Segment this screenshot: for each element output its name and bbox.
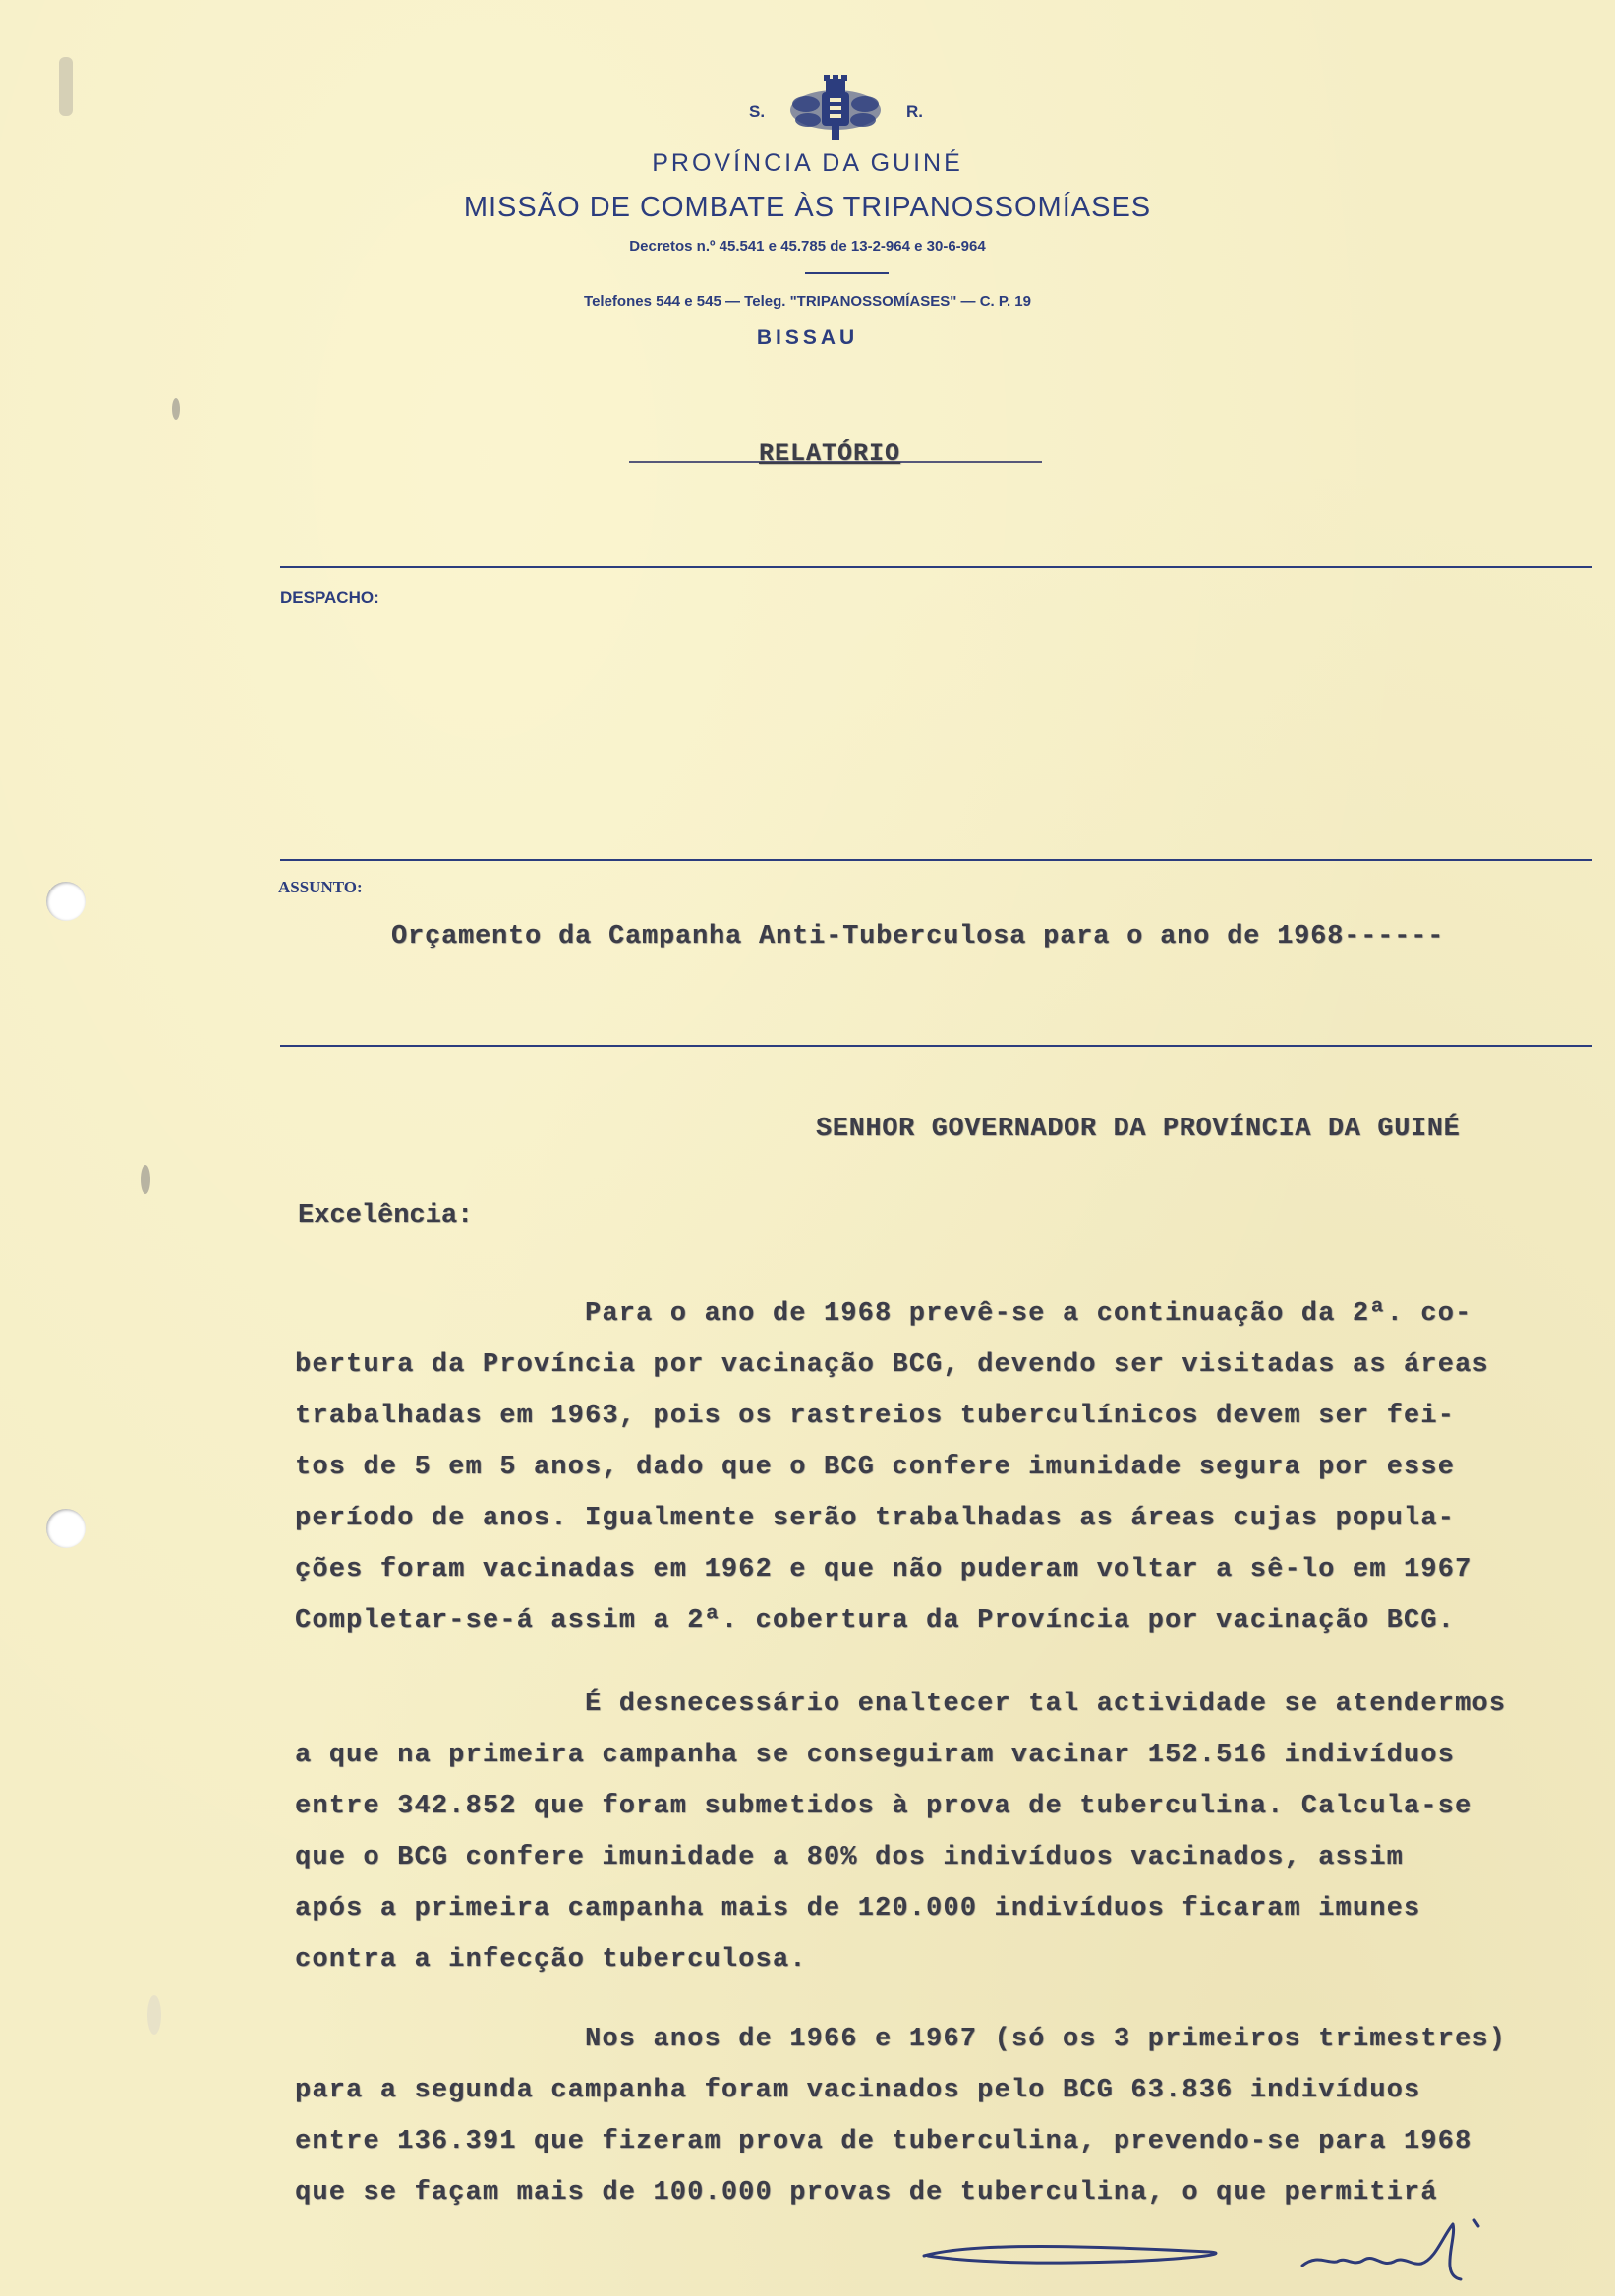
paragraph-2-line-1: É desnecessário enaltecer tal actividade se atendermos <box>585 1690 1507 1719</box>
despacho-top-rule <box>280 566 1592 568</box>
paper-speck <box>172 398 180 420</box>
paragraph-2-line-3: entre 342.852 que foram submetidos à prova de tuberculina. Calcula-se <box>295 1792 1472 1821</box>
paper-speck <box>141 1165 150 1194</box>
assunto-label: ASSUNTO: <box>278 878 363 896</box>
paragraph-3-line-3: entre 136.391 que fizeram prova de tuberculina, prevendo-se para 1968 <box>295 2127 1472 2156</box>
paragraph-2-line-5: após a primeira campanha mais de 120.000 indivíduos ficaram imunes <box>295 1894 1421 1923</box>
relatorio-label: RELATÓRIO <box>759 439 901 468</box>
handwritten-initials <box>914 2216 1583 2293</box>
mission-title: MISSÃO DE COMBATE ÀS TRIPANOSSOMÍASES <box>463 192 1152 223</box>
addressee-line: SENHOR GOVERNADOR DA PROVÍNCIA DA GUINÉ <box>816 1115 1461 1144</box>
province-title: PROVÍNCIA DA GUINÉ <box>652 149 963 177</box>
letterhead-divider <box>805 272 889 274</box>
paragraph-1-line-6: ções foram vacinadas em 1962 e que não puderam voltar a sê-lo em 1967 <box>295 1555 1472 1584</box>
decrees-line: Decretos n.º 45.541 e 45.785 de 13-2-964 e 30-6-964 <box>629 238 986 255</box>
binder-hole-bottom <box>46 1509 86 1548</box>
paragraph-1-line-7: Completar-se-á assim a 2ª. cobertura da Província por vacinação BCG. <box>295 1606 1455 1636</box>
paragraph-1-line-1: Para o ano de 1968 prevê-se a continuação da 2ª. co- <box>585 1299 1472 1329</box>
paragraph-3-line-2: para a segunda campanha foram vacinados pelo BCG 63.836 indivíduos <box>295 2076 1421 2105</box>
subject-line: Orçamento da Campanha Anti-Tuberculosa para o ano de 1968------ <box>391 922 1445 951</box>
paragraph-1-line-3: trabalhadas em 1963, pois os rastreios tuberculínicos devem ser fei- <box>295 1402 1455 1431</box>
paper-speck <box>147 1995 161 2035</box>
binder-hole-top <box>46 882 86 921</box>
paragraph-1-line-2: bertura da Província por vacinação BCG, devendo ser visitadas as áreas <box>295 1350 1489 1380</box>
contacts-line: Telefones 544 e 545 — Teleg. "TRIPANOSSOMÍASES" — C. P. 19 <box>584 293 1031 310</box>
relatorio-heading <box>629 439 1042 479</box>
letterhead <box>0 69 1615 364</box>
paragraph-1-line-5: período de anos. Igualmente serão trabalhadas as áreas cujas popula- <box>295 1504 1455 1533</box>
paragraph-2-line-2: a que na primeira campanha se conseguiram vacinar 152.516 indivíduos <box>295 1741 1455 1770</box>
paragraph-3-line-1: Nos anos de 1966 e 1967 (só os 3 primeiros trimestres) <box>585 2025 1507 2054</box>
paragraph-3-line-4: que se façam mais de 100.000 provas de tuberculina, o que permitirá <box>295 2178 1438 2208</box>
assunto-bottom-rule <box>280 1045 1592 1047</box>
paragraph-1-line-4: tos de 5 em 5 anos, dado que o BCG confere imunidade segura por esse <box>295 1453 1455 1482</box>
letter-body <box>295 1299 1615 2223</box>
assunto-top-rule <box>280 859 1592 861</box>
city-label: BISSAU <box>756 326 859 349</box>
sr-left-mark: S. <box>749 102 766 121</box>
despacho-label: DESPACHO: <box>280 588 379 606</box>
paragraph-2-line-4: que o BCG confere imunidade a 80% dos indivíduos vacinados, assim <box>295 1843 1404 1872</box>
salutation: Excelência: <box>298 1201 474 1231</box>
coat-of-arms-emblem <box>786 75 885 144</box>
sr-right-mark: R. <box>906 102 923 121</box>
paragraph-2-line-6: contra a infecção tuberculosa. <box>295 1945 807 1975</box>
